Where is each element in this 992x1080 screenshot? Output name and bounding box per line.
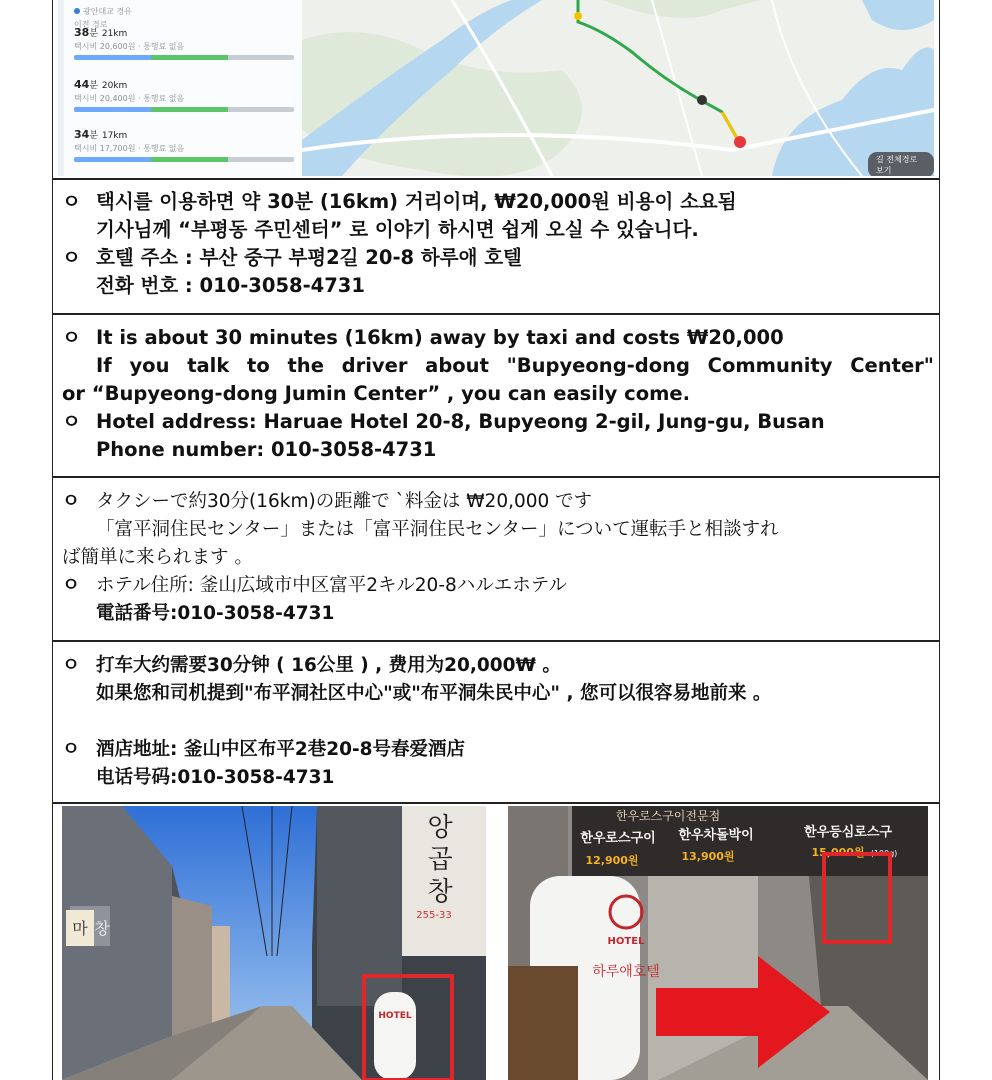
route-traffic-bar xyxy=(74,107,294,112)
street-photo-right xyxy=(508,806,928,1080)
hotel-sign-text: HOTEL xyxy=(378,1011,412,1021)
english-line: Hotel address: Haruae Hotel 20-8, Bupyeong 2-gil, Jung-gu, Busan xyxy=(96,410,825,433)
sign-text: 창 xyxy=(427,877,453,907)
table-divider xyxy=(52,802,940,804)
banner-text: 한우로스구이전문점 xyxy=(615,809,721,823)
chinese-line: 酒店地址: 釜山中区布平2巷20-8号春爱酒店 xyxy=(96,739,466,760)
english-line: or “Bupyeong-dong Jumin Center” , you can easily come. xyxy=(62,382,691,405)
menu-price: 13,900원 xyxy=(681,850,735,863)
english-word: If xyxy=(96,354,112,377)
english-word: talk xyxy=(187,354,230,377)
sign-text: 마 xyxy=(72,919,88,938)
table-divider xyxy=(52,476,940,478)
route-traffic-bar xyxy=(74,55,294,60)
sign-text: 창 xyxy=(94,919,110,938)
menu-price: 12,900원 xyxy=(585,854,639,867)
english-line: It is about 30 minutes (16km) away by taxi and costs ₩20,000 xyxy=(96,326,784,349)
bullet-icon: ㅇ xyxy=(62,739,80,760)
bullet-icon: ㅇ xyxy=(62,491,80,512)
chinese-section xyxy=(62,652,934,792)
chinese-line: 如果您和司机提到"布平洞社区中心"或"布平洞朱民中心" , 您可以很容易地前来 。 xyxy=(96,683,772,704)
korean-section xyxy=(62,188,934,300)
table-divider xyxy=(52,640,940,642)
route-marker-icon xyxy=(74,8,80,14)
japanese-line: 「富平洞住民センター」または「富平洞住民センター」について運転手と相談すれ xyxy=(96,519,779,540)
street-photo-left xyxy=(62,806,486,1080)
english-word: you xyxy=(129,354,170,377)
map-canvas[interactable] xyxy=(302,0,934,176)
japanese-line: ホテル住所: 釜山広域市中区富平2キル20-8ハルエホテル xyxy=(96,575,567,596)
english-word: driver xyxy=(341,354,408,377)
route-option[interactable]: 38분 21km 택시비 20,600원 · 통행료 없음 xyxy=(74,26,294,60)
english-word: about xyxy=(425,354,489,377)
route-option[interactable]: 34분 17km 택시비 17,700원 · 통행료 없음 xyxy=(74,128,294,162)
japanese-line: ば簡単に来られます 。 xyxy=(62,547,253,568)
hotel-sign-text: 하루애호텔 xyxy=(592,964,660,980)
sign-text: 앙 xyxy=(427,813,453,843)
bullet-icon: ㅇ xyxy=(62,655,80,676)
english-line xyxy=(96,352,934,380)
korean-line: 기사님께 “부평동 주민센터” 로 이야기 하시면 쉽게 오실 수 있습니다. xyxy=(96,218,699,241)
menu-price: 15,000원 xyxy=(811,846,865,859)
chinese-line: 电话号码:010-3058-4731 xyxy=(96,767,335,788)
korean-line: 전화 번호 : 010-3058-4731 xyxy=(96,274,365,297)
route-traffic-bar xyxy=(74,157,294,162)
bullet-icon: ㅇ xyxy=(62,190,81,213)
korean-line: 호텔 주소 : 부산 중구 부평2길 20-8 하루애 호텔 xyxy=(96,246,522,269)
menu-item: 한우로스구이 xyxy=(580,831,656,846)
menu-unit: (100g) xyxy=(870,849,898,858)
japanese-section xyxy=(62,488,934,628)
bullet-icon: ㅇ xyxy=(62,326,81,349)
english-line: Phone number: 010-3058-4731 xyxy=(96,438,437,461)
route-option[interactable]: 44분 20km 택시비 20,400원 · 통행료 없음 xyxy=(74,78,294,112)
sign-text: 곱 xyxy=(427,845,453,875)
english-word: "Bupyeong-dong xyxy=(506,354,690,377)
table-divider xyxy=(52,313,940,315)
menu-item: 한우등심로스구 xyxy=(804,825,892,840)
hotel-sign-text: HOTEL xyxy=(607,936,645,947)
english-word: Community xyxy=(707,354,833,377)
sign-text: 255-33 xyxy=(416,910,452,921)
japanese-line: 電話番号:010-3058-4731 xyxy=(96,603,335,624)
english-word: the xyxy=(287,354,324,377)
english-section xyxy=(62,324,934,464)
menu-item: 한우차돌박이 xyxy=(678,828,754,843)
korean-line: 택시를 이용하면 약 30분 (16km) 거리이며, ₩20,000원 비용이 소요됨 xyxy=(96,190,737,213)
bullet-icon: ㅇ xyxy=(62,246,81,269)
table-divider xyxy=(52,178,940,180)
bullet-icon: ㅇ xyxy=(62,410,81,433)
chinese-line: 打车大约需要30分钟 ( 16公里 ) , 费用为20,000₩ 。 xyxy=(96,655,561,676)
route-option[interactable]: 광안대교 경유 이전 경로 xyxy=(74,7,132,29)
route-map xyxy=(58,0,934,176)
route-list-panel xyxy=(64,0,303,176)
japanese-line: タクシーで約30分(16km)の距離で ˋ料金は ₩20,000 です xyxy=(96,491,593,512)
english-word: Center" xyxy=(850,354,934,377)
bullet-icon: ㅇ xyxy=(62,575,80,596)
view-full-route-button[interactable]: 길 전체경로 보기 xyxy=(868,152,934,176)
english-word: to xyxy=(247,354,270,377)
